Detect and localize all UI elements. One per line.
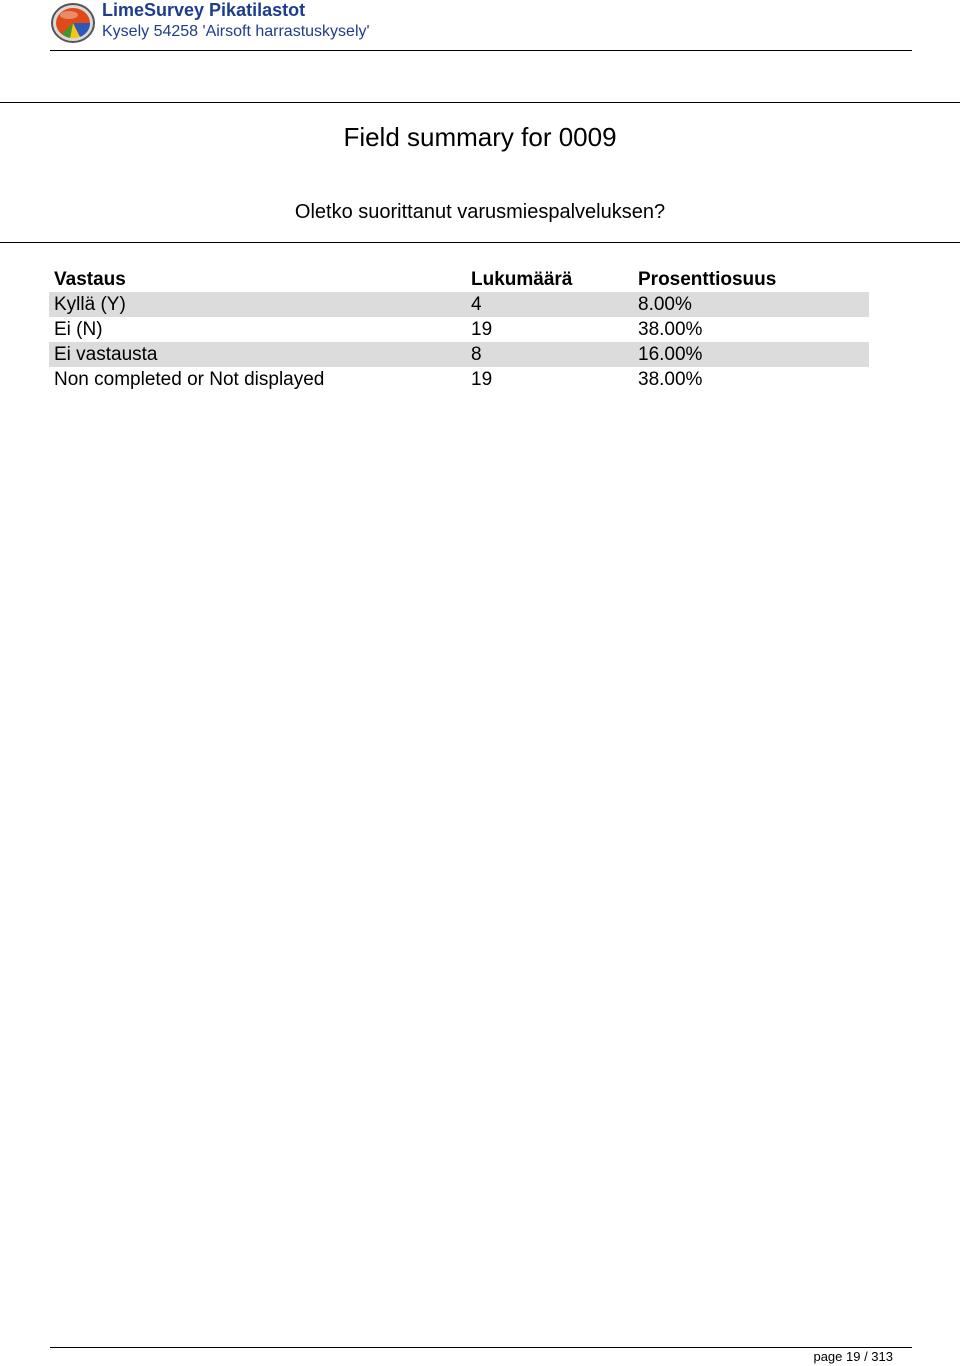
pie-chart-logo-icon [50,2,96,44]
app-title: LimeSurvey Pikatilastot [102,0,306,20]
footer-divider [50,1347,912,1348]
answer-cell: Non completed or Not displayed [54,369,325,390]
column-header-percentage: Prosenttiosuus [638,269,777,290]
question-text: Oletko suorittanut varusmiespalveluksen? [294,201,666,223]
percentage-cell: 38.00% [638,369,703,390]
percentage-cell: 16.00% [633,342,869,367]
answer-cell: Kyllä (Y) [49,292,466,317]
section-divider-top [0,102,960,103]
column-header-count: Lukumäärä [471,269,573,290]
count-cell: 19 [471,319,493,340]
page-number: page 19 / 313 [813,1349,893,1364]
table-row [49,292,869,317]
header-divider [50,50,912,51]
page-header [50,0,912,52]
table-header-row [49,267,869,292]
field-summary-title: Field summary for 0009 [343,122,617,152]
table-row [49,317,869,342]
table-row [49,342,869,367]
results-table [49,267,869,392]
survey-title: Kysely 54258 'Airsoft harrastuskysely' [102,23,370,40]
percentage-cell: 38.00% [638,319,703,340]
percentage-cell: 8.00% [633,292,869,317]
answer-cell: Ei (N) [54,319,103,340]
table-row [49,367,869,392]
count-cell: 19 [471,369,493,390]
column-header-answer: Vastaus [54,269,126,290]
answer-cell: Ei vastausta [49,342,466,367]
count-cell: 4 [466,292,633,317]
section-divider-bottom [0,242,960,243]
count-cell: 8 [466,342,633,367]
